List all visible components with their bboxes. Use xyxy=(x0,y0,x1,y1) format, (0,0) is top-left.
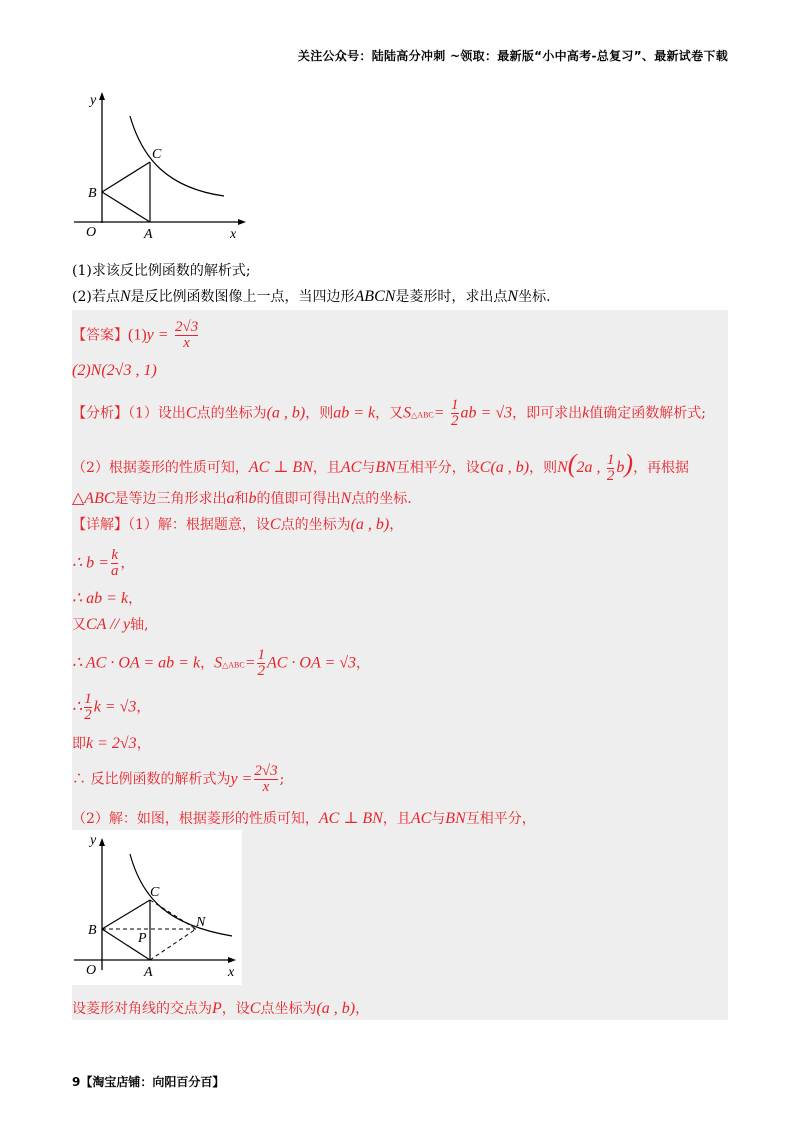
fig1-label-o: O xyxy=(86,225,97,240)
fig2-label-c: C xyxy=(150,885,160,900)
question-1: (1)求该反比例函数的解析式; xyxy=(72,263,251,279)
answer-line-1: 【答案】(1)y = $\frac{2√3}{x}$ xyxy=(72,319,199,351)
detail-line-7: 即k = 2√3， xyxy=(72,735,151,752)
figure-hyperbola-triangle xyxy=(72,88,252,243)
fig1-label-a: A xyxy=(144,227,153,242)
detail-line-8: ∴ 反比例函数的解析式为y = $\frac{2√3}{x}$ ; xyxy=(72,763,285,795)
fig1-label-b: B xyxy=(88,186,97,201)
page-header: 关注公众号：陆陆高分冲刺 ~领取：最新版“小中高考-总复习”、最新试卷下载 xyxy=(297,49,728,63)
detail-line-1: 【详解】（1）解：根据题意，设C点的坐标为(a , b)， xyxy=(72,516,404,533)
fig2-label-y: y xyxy=(90,833,97,848)
analysis-line-3: △ABC是等边三角形求出a和b的值即可得出N点的坐标. xyxy=(72,490,412,507)
detail-line-2: ∴ b = $\frac{k}{a}$ ， xyxy=(72,547,135,579)
detail-line-6: ∴ $\frac{1}{2}$ k = √3， xyxy=(72,691,151,723)
fig1-label-c: C xyxy=(152,147,162,162)
fig1-label-x: x xyxy=(230,227,237,242)
question-2: (2)若点N是反比例函数图像上一点，当四边形ABCN是菱形时，求出点N坐标. xyxy=(72,288,551,305)
analysis-line-2: （2）根据菱形的性质可知，AC ⊥ BN，且AC与BN互相平分，设C(a , b)，则N(2a , $\frac{1}{2}$ b)，再根据 xyxy=(72,449,690,484)
fig2-label-n: N xyxy=(196,915,206,930)
detail-line-4: 又CA // y轴, xyxy=(72,616,149,633)
detail-line-5: ∴ AC · OA = ab = k，S△ABC= $\frac{1}{2}$ AC · OA = √3， xyxy=(72,647,371,679)
detail-line-10: 设菱形对角线的交点为P，设C点坐标为(a , b)， xyxy=(72,1000,370,1017)
fig2-label-b: B xyxy=(88,923,97,938)
figure-rhombus-hyperbola xyxy=(72,830,242,985)
fig2-label-x: x xyxy=(228,965,235,980)
fig1-label-y: y xyxy=(90,93,97,108)
analysis-line-1: 【分析】（1）设出C点的坐标为(a , b)，则ab = k，又S△ABC= $\frac{1}{2}$ ab = √3，即可求出k值确定函数解析式; xyxy=(72,397,706,429)
detail-line-9: （2）解：如图，根据菱形的性质可知，AC ⊥ BN，且AC与BN互相平分， xyxy=(72,810,536,827)
detail-line-3: ∴ ab = k， xyxy=(72,590,143,607)
fig2-label-a: A xyxy=(144,965,153,980)
fig2-label-p: P xyxy=(138,931,147,946)
answer-line-2: (2)N(2√3 , 1) xyxy=(72,362,157,379)
page-footer: 9【淘宝店铺：向阳百分百】 xyxy=(72,1075,225,1089)
fig2-label-o: O xyxy=(86,963,97,978)
